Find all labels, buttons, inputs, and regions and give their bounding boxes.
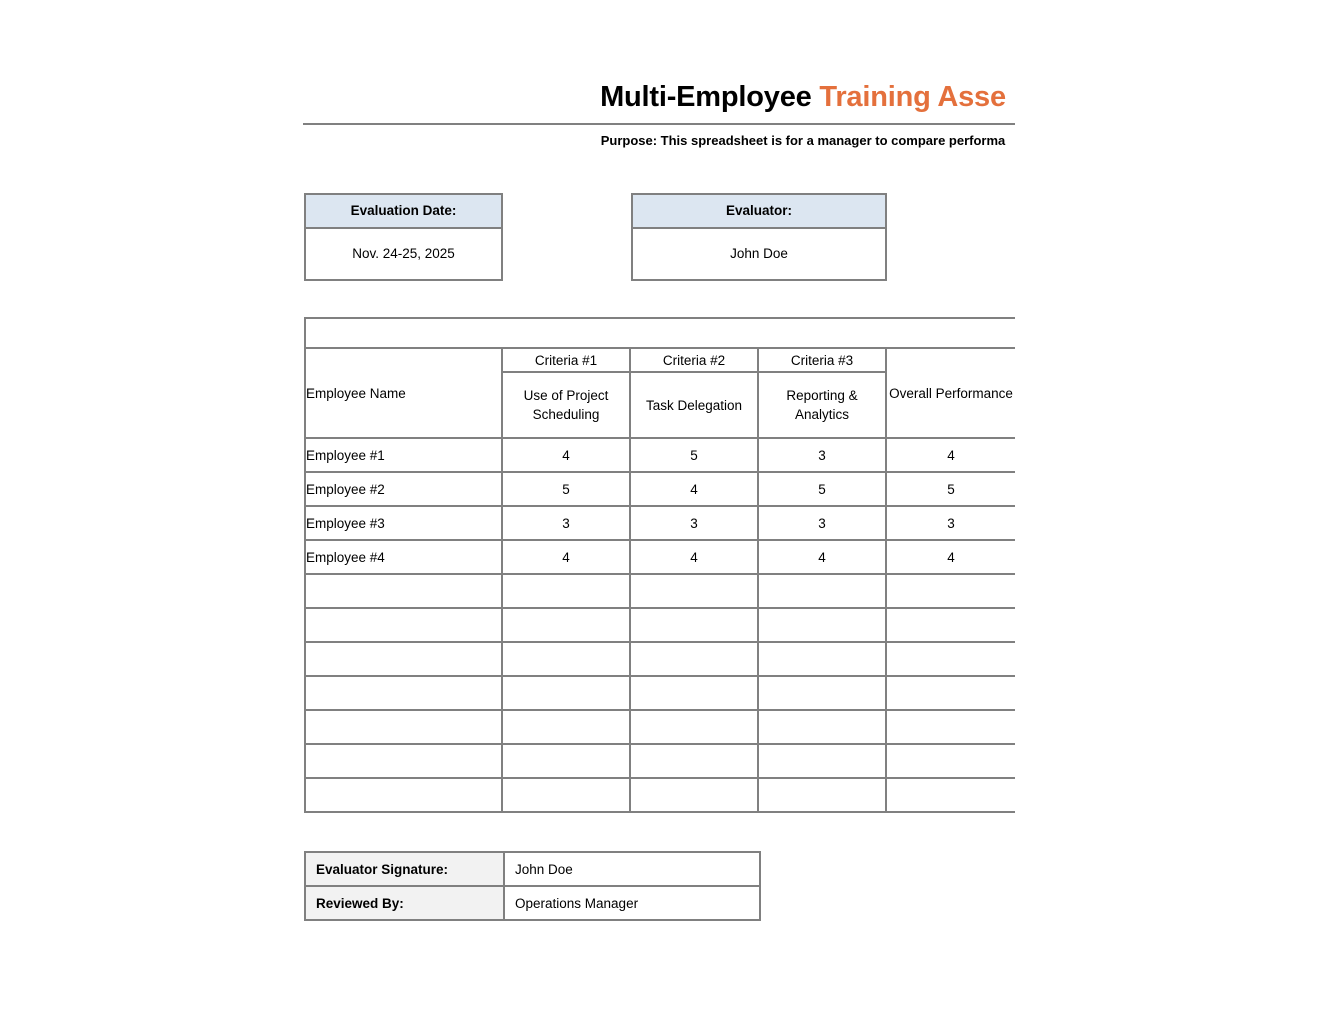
cell-overall-performance[interactable] [886,778,1015,812]
cell-criteria-3-score[interactable] [758,574,886,608]
cell-overall-performance[interactable]: 4 [886,438,1015,472]
cell-employee-name[interactable]: Employee #3 [305,506,502,540]
signature-label: Reviewed By: [305,886,504,920]
cell-criteria-2-score[interactable]: 4 [630,540,758,574]
cell-criteria-1-score[interactable] [502,744,630,778]
table-row [305,676,1015,710]
cell-criteria-1-score[interactable] [502,710,630,744]
title-accent-text: Training Asse [819,81,1006,113]
cell-criteria-3-score[interactable] [758,642,886,676]
cell-overall-performance[interactable]: 5 [886,472,1015,506]
cell-overall-performance[interactable]: 4 [886,540,1015,574]
signature-table-body [305,852,760,920]
table-row [305,506,1015,540]
table-row [305,574,1015,608]
cell-employee-name[interactable] [305,778,502,812]
cell-employee-name[interactable] [305,710,502,744]
cell-criteria-2-score[interactable]: 3 [630,506,758,540]
cell-criteria-2-score[interactable]: 5 [630,438,758,472]
cell-criteria-1-score[interactable] [502,642,630,676]
cell-criteria-3-score[interactable]: 4 [758,540,886,574]
cell-criteria-1-score[interactable] [502,778,630,812]
signature-row [305,886,760,920]
cell-criteria-1-score[interactable]: 5 [502,472,630,506]
evaluator-label: Evaluator: [633,195,885,229]
criteria-label-3: Criteria #3 [758,348,886,372]
page-title [303,78,1015,116]
header-employee-name: Employee Name [305,348,502,438]
assessment-table-body [305,438,1015,812]
evaluator-box [631,193,887,281]
cell-criteria-3-score[interactable] [758,744,886,778]
signature-table-wrapper [304,851,759,921]
table-row [305,472,1015,506]
cell-employee-name[interactable] [305,744,502,778]
criteria-label-row [305,348,1015,372]
title-divider [303,123,1015,125]
evaluation-date-label: Evaluation Date: [306,195,501,229]
cell-criteria-3-score[interactable] [758,608,886,642]
signature-value[interactable]: John Doe [504,852,760,886]
header-criteria-3: Reporting & Analytics [758,372,886,438]
table-row [305,540,1015,574]
assessment-table-wrapper [304,317,1015,813]
evaluation-date-value[interactable]: Nov. 24-25, 2025 [306,229,501,279]
rating-scale-note: Note: Use 1=Unsatisfactory, 2=Needs Improvement, 3=Meets Expectations, 4=Exceeds [305,318,1015,348]
table-row [305,710,1015,744]
cell-criteria-1-score[interactable] [502,608,630,642]
cell-employee-name[interactable] [305,642,502,676]
cell-overall-performance[interactable] [886,676,1015,710]
document-title [303,78,1015,116]
cell-criteria-2-score[interactable] [630,608,758,642]
title-plain-text: Multi-Employee [600,81,820,113]
cell-criteria-2-score[interactable] [630,710,758,744]
criteria-label-1: Criteria #1 [502,348,630,372]
cell-criteria-2-score[interactable] [630,778,758,812]
assessment-table [304,317,1015,813]
cell-criteria-1-score[interactable] [502,676,630,710]
cell-criteria-2-score[interactable] [630,642,758,676]
header-overall-performance: Overall Performance [886,348,1015,438]
signature-row [305,852,760,886]
cell-criteria-3-score[interactable] [758,778,886,812]
cell-criteria-3-score[interactable]: 3 [758,438,886,472]
purpose-text: Purpose: This spreadsheet is for a manager to compare performa [600,133,1006,148]
assessment-table-head [305,318,1015,438]
evaluation-date-box [304,193,503,281]
cell-employee-name[interactable]: Employee #4 [305,540,502,574]
header-criteria-1: Use of Project Scheduling [502,372,630,438]
table-row [305,744,1015,778]
cell-criteria-1-score[interactable]: 4 [502,438,630,472]
cell-overall-performance[interactable]: 3 [886,506,1015,540]
cell-criteria-1-score[interactable] [502,574,630,608]
cell-criteria-3-score[interactable]: 3 [758,506,886,540]
cell-overall-performance[interactable] [886,710,1015,744]
cell-criteria-3-score[interactable]: 5 [758,472,886,506]
cell-employee-name[interactable] [305,676,502,710]
cell-criteria-2-score[interactable] [630,574,758,608]
cell-employee-name[interactable]: Employee #1 [305,438,502,472]
cell-criteria-1-score[interactable]: 3 [502,506,630,540]
cell-overall-performance[interactable] [886,642,1015,676]
signature-table [304,851,761,921]
evaluator-value[interactable]: John Doe [633,229,885,279]
signature-value[interactable]: Operations Manager [504,886,760,920]
cell-overall-performance[interactable] [886,608,1015,642]
table-row [305,438,1015,472]
header-criteria-2: Task Delegation [630,372,758,438]
table-row [305,778,1015,812]
cell-criteria-2-score[interactable] [630,676,758,710]
cell-criteria-2-score[interactable]: 4 [630,472,758,506]
cell-overall-performance[interactable] [886,574,1015,608]
cell-criteria-3-score[interactable] [758,710,886,744]
table-row [305,608,1015,642]
cell-criteria-3-score[interactable] [758,676,886,710]
cell-criteria-1-score[interactable]: 4 [502,540,630,574]
rating-scale-note-row [305,318,1015,348]
cell-overall-performance[interactable] [886,744,1015,778]
cell-criteria-2-score[interactable] [630,744,758,778]
table-row [305,642,1015,676]
criteria-label-2: Criteria #2 [630,348,758,372]
cell-employee-name[interactable] [305,608,502,642]
signature-label: Evaluator Signature: [305,852,504,886]
cell-employee-name[interactable] [305,574,502,608]
cell-employee-name[interactable]: Employee #2 [305,472,502,506]
